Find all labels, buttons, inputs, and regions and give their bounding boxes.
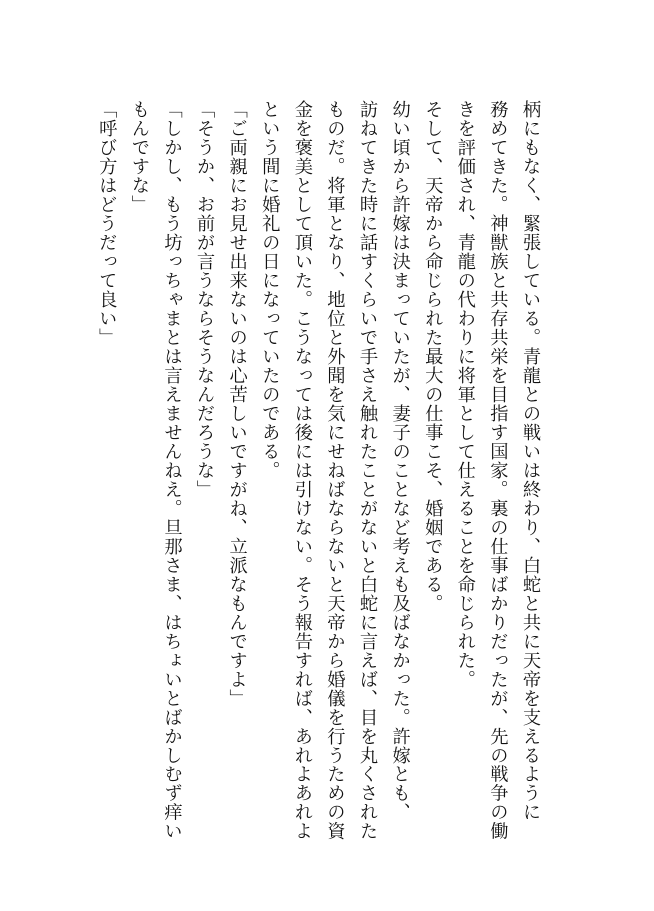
- dialogue-line-12: 「しかし、もう坊っちゃまとは言えませんねえ。旦那さま、はちょいとばかしむず痒い: [161, 100, 183, 841]
- text-line-2: 務めてきた。神獣族と共存共栄を目指す国家。裏の仕事ばかりだったが、先の戦争の働: [487, 100, 509, 841]
- text-line-6: 訪ねてきた時に話すくらいで手さえ触れたことがないと白蛇に言えば、目を丸くされた: [357, 100, 379, 841]
- text-line-5: 幼い頃から許嫁は決まっていたが、妻子のことなど考えも及ばなかった。許嫁とも、: [389, 100, 411, 822]
- dialogue-line-10: 「ご両親にお見せ出来ないのは心苦しいですがね、立派なもんですよ」: [226, 100, 248, 708]
- text-line-9: という間に婚礼の日になっていたのである。: [259, 100, 281, 480]
- dialogue-line-11: 「そうか、お前が言うならそうなんだろうな」: [194, 100, 216, 499]
- dialogue-line-13: もんですな」: [128, 100, 150, 214]
- text-line-8: 金を褒美として頂いた。こうなっては後には引けない。そう報告すれば、あれよあれよ: [291, 100, 313, 841]
- dialogue-line-14: 「呼び方はどうだって良い」: [96, 100, 118, 347]
- text-line-7: ものだ。将軍となり、地位と外聞を気にせねばならないと天帝から婚儀を行うための資: [324, 100, 346, 841]
- text-line-4: そして、天帝から命じられた最大の仕事こそ、婚姻である。: [422, 100, 444, 613]
- vertical-text-body: [90, 100, 546, 860]
- text-line-1: 柄にもなく、緊張している。青龍との戦いは終わり、白蛇と共に天帝を支えるように: [520, 100, 541, 822]
- text-line-3: きを評価され、青龍の代わりに将軍として仕えることを命じられた。: [454, 100, 476, 689]
